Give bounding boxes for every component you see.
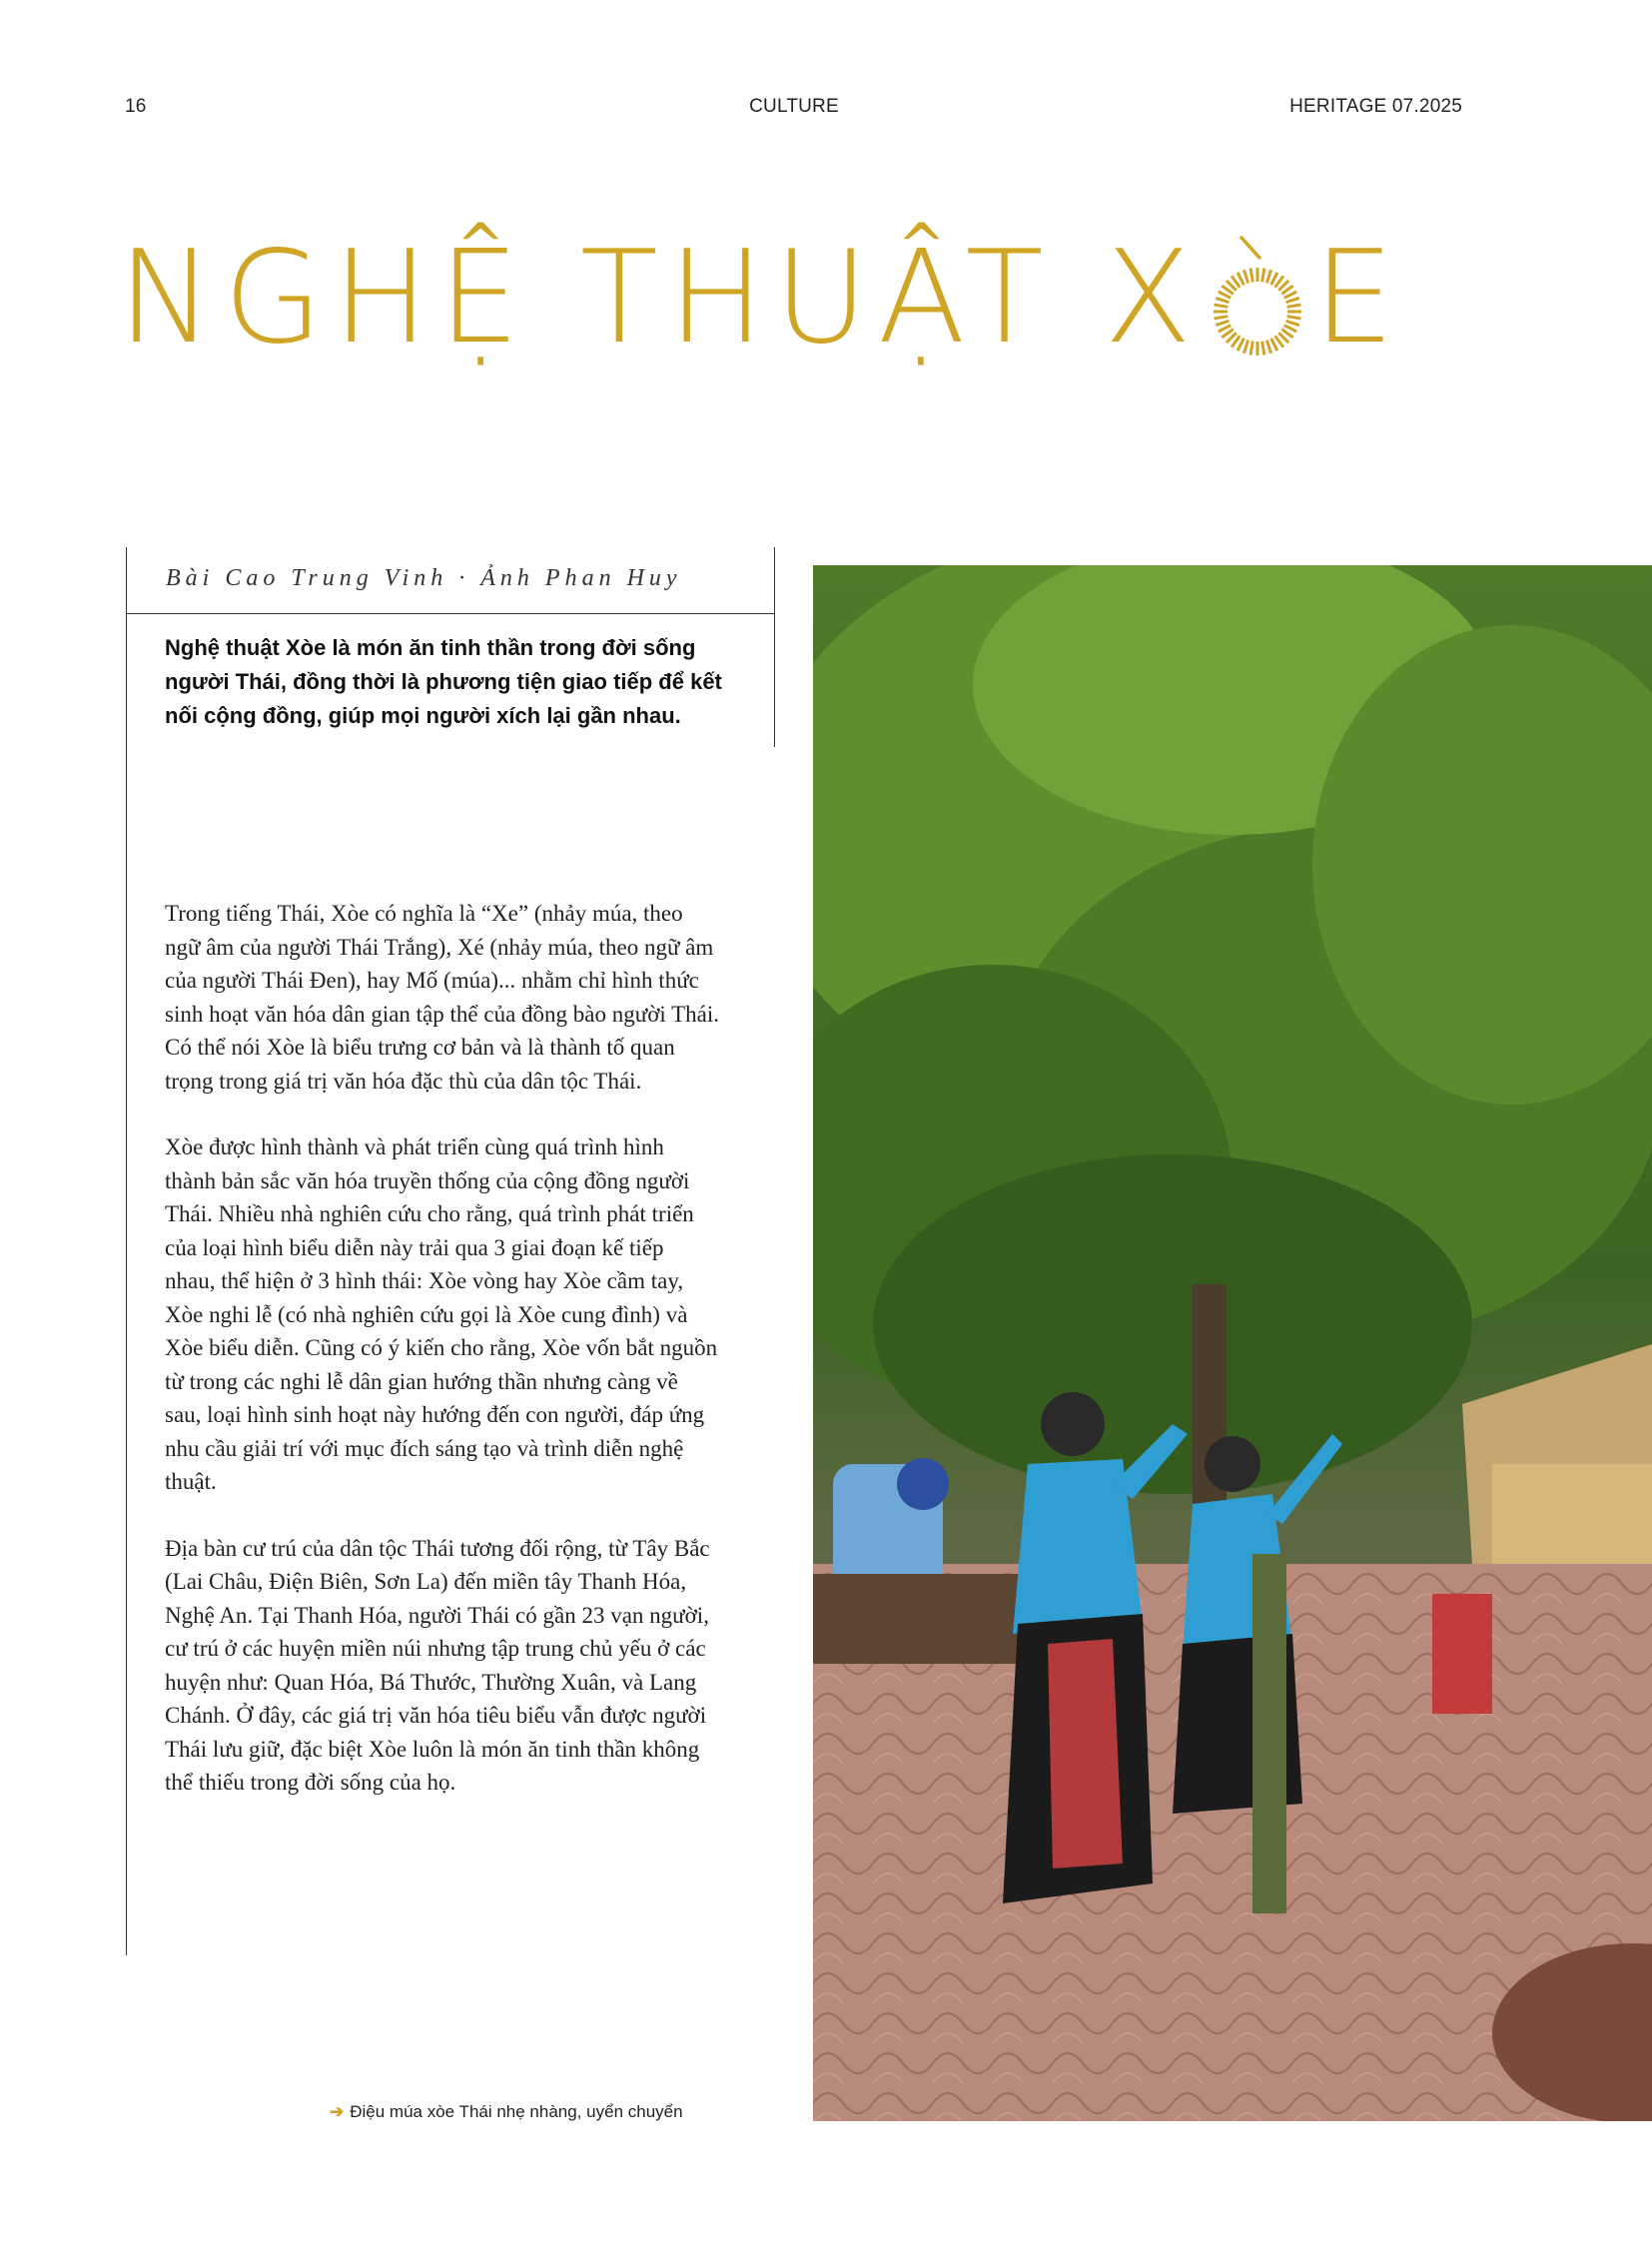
sun-ray (1262, 269, 1264, 283)
sun-ray (1287, 317, 1301, 319)
sun-ray (1243, 341, 1247, 354)
title-text-part2: E (1313, 223, 1404, 373)
sun-ray (1266, 341, 1270, 354)
column-rule (126, 547, 127, 1955)
article-body (165, 897, 719, 1833)
sun-o-icon (1208, 232, 1307, 380)
sun-ray (1215, 305, 1229, 307)
sun-ray (1262, 342, 1264, 356)
byline-rule (126, 613, 775, 614)
lede-rule (774, 547, 775, 747)
sun-ray (1243, 270, 1247, 283)
page-number: 16 (125, 96, 147, 117)
issue-label: HERITAGE 07.2025 (1289, 96, 1462, 117)
sun-ray (1287, 305, 1301, 307)
page-title (118, 223, 1404, 380)
caption-text: Điệu múa xòe Thái nhẹ nhàng, uyển chuyển (350, 2102, 683, 2121)
arrow-right-icon: ➔ (330, 2102, 345, 2121)
sun-ray (1250, 269, 1252, 283)
sun-ray (1215, 317, 1229, 319)
sun-ray (1286, 321, 1299, 325)
section-label: CULTURE (749, 96, 839, 117)
body-paragraph-3: Địa bàn cư trú của dân tộc Thái tương đối rộng, từ Tây Bắc (Lai Châu, Điện Biên, Sơn La) đến miền tây Thanh Hóa, Nghệ An. Tại Thanh Hóa, người Thái có gần 23 vạn người, cư trú ở các huyện miền núi nhưng tập trung chủ yếu ở các huyện như: Quan Hóa, Bá Thước, Thường Xuân, và Lang Chánh. Ở đây, các giá trị văn hóa tiêu biểu vẫn được người Thái lưu giữ, đặc biệt Xòe luôn là món ăn tinh thần không thể thiếu trong đời sống của họ. (165, 1535, 710, 1795)
sun-ray (1250, 342, 1252, 356)
body-paragraph-2: Xòe được hình thành và phát triển cùng quá trình hình thành bản sắc văn hóa truyền thống của cộng đồng người Thái. Nhiều nhà nghiên cứu cho rằng, quá trình phát triển của loại hình biểu diễn này trải qua 3 giai đoạn kế tiếp nhau, thể hiện ở 3 hình thái: Xòe vòng hay Xòe cầm tay, Xòe nghi lễ (có nhà nghiên cứu gọi là Xòe cung đình) và Xòe biểu diễn. Cũng có ý kiến cho rằng, Xòe vốn bắt nguồn từ trong các nghi lễ dân gian hướng thần nhưng càng về sau, loại hình sinh hoạt này hướng đến con người, đáp ứng nhu cầu giải trí với mục đích sáng tạo và trình diễn nghệ thuật. (165, 1134, 718, 1494)
sun-ray (1286, 298, 1299, 302)
photo-caption (330, 2102, 683, 2122)
sun-ray (1266, 270, 1270, 283)
title-text-part1: NGHỆ THUẬT X (118, 223, 1203, 373)
lede-paragraph: Nghệ thuật Xòe là món ăn tinh thần trong đời sống người Thái, đồng thời là phương tiện giao tiếp để kết nối cộng đồng, giúp mọi người xích lại gần nhau. (165, 635, 722, 728)
body-paragraph-1: Trong tiếng Thái, Xòe có nghĩa là “Xe” (nhảy múa, theo ngữ âm của người Thái Trắng), Xé (nhảy múa, theo ngữ âm của người Thái Đen), hay Mố (múa)... nhằm chỉ hình thức sinh hoạt văn hóa dân gian tập thể của đồng bào người Thái. Có thể nói Xòe là biểu trưng cơ bản và là thành tố quan trọng trong giá trị văn hóa đặc thù của dân tộc Thái. (165, 901, 719, 1094)
article-photo (813, 565, 1652, 2121)
sun-ray (1216, 321, 1229, 325)
sun-ray (1216, 298, 1229, 302)
byline: Bài Cao Trung Vinh · Ảnh Phan Huy (166, 565, 682, 591)
